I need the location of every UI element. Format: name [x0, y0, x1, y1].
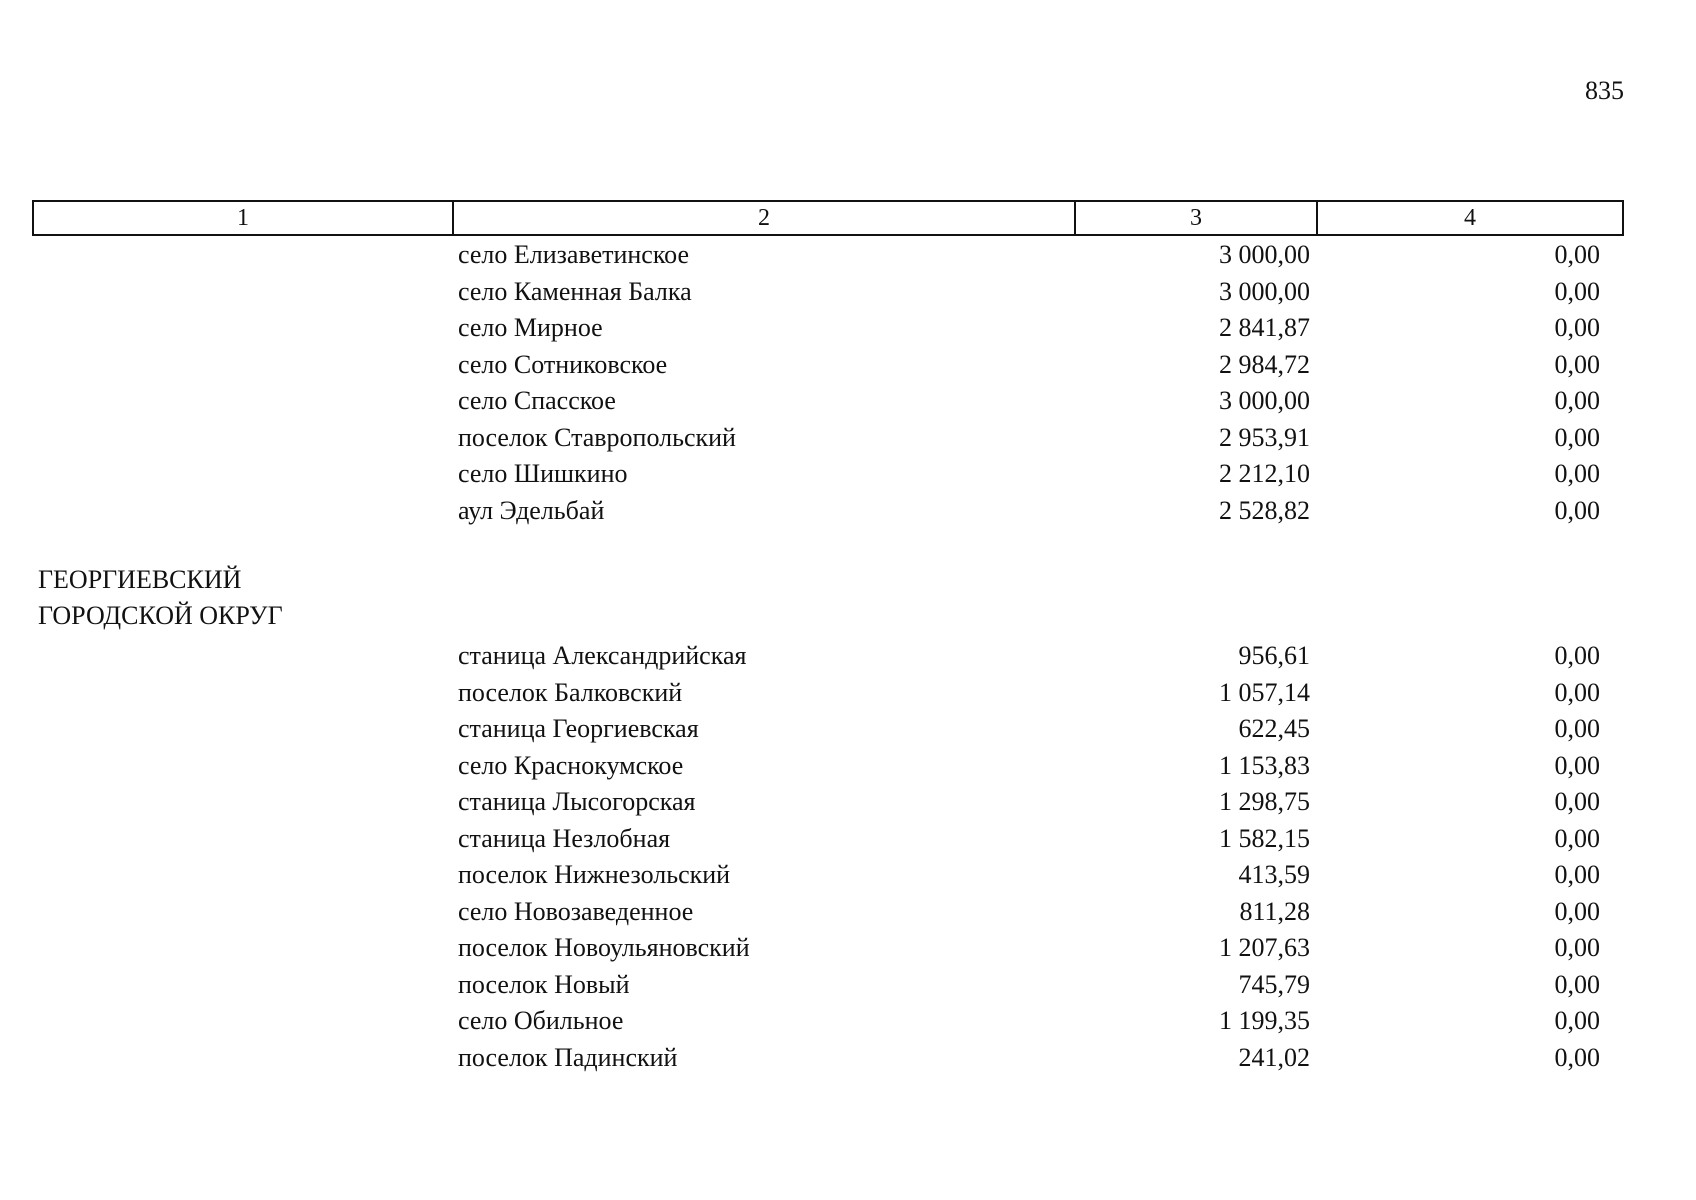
settlement-name: село Обильное: [458, 1006, 624, 1035]
district-name-line-2: ГОРОДСКОЙ ОКРУГ: [38, 601, 283, 630]
value-col-3: 2 212,10: [1219, 459, 1310, 488]
settlement-name: поселок Падинский: [458, 1042, 678, 1072]
table-header: [32, 200, 1624, 236]
value-col-3: 2 528,82: [1219, 495, 1310, 525]
value-col-4: 0,00: [1554, 714, 1600, 743]
table-row: [0, 749, 1696, 786]
table-row: [0, 348, 1696, 385]
settlement-name: село Каменная Балка: [458, 276, 692, 306]
settlement-name: село Мирное: [458, 313, 603, 342]
value-col-3: 1 199,35: [1219, 1006, 1310, 1035]
settlement-name: поселок Балковский: [458, 677, 683, 707]
value-col-4: 0,00: [1554, 276, 1600, 306]
header-col-1: 1: [34, 202, 454, 234]
table-row: [0, 639, 1696, 676]
value-col-3: 1 298,75: [1219, 787, 1310, 816]
value-col-4: 0,00: [1554, 1006, 1600, 1035]
value-col-4: 0,00: [1554, 459, 1600, 488]
value-col-4: 0,00: [1554, 933, 1600, 962]
header-col-3: 3: [1076, 202, 1318, 234]
settlement-name: станица Георгиевская: [458, 714, 699, 743]
value-col-4: 0,00: [1554, 823, 1600, 853]
value-col-4: 0,00: [1554, 969, 1600, 999]
table-row: [0, 676, 1696, 713]
settlement-name: село Сотниковское: [458, 349, 668, 379]
value-col-3: 2 984,72: [1219, 349, 1310, 379]
table-row: [0, 858, 1696, 895]
table-row: [0, 895, 1696, 932]
header-col-4: 4: [1464, 205, 1476, 231]
settlement-name: село Новозаведенное: [458, 896, 694, 926]
table-row: [0, 931, 1696, 968]
settlement-name: село Спасское: [458, 386, 616, 415]
district-group-header: [0, 530, 1696, 639]
settlement-name: село Елизаветинское: [458, 240, 690, 269]
settlement-name: поселок Новый: [458, 969, 630, 999]
value-col-3: 1 057,14: [1219, 677, 1310, 707]
value-col-4: 0,00: [1554, 240, 1600, 269]
table-body: [0, 238, 1696, 1077]
page-number: 835: [1585, 76, 1624, 105]
value-col-3: 1 153,83: [1219, 750, 1310, 780]
value-col-3: 3 000,00: [1219, 240, 1310, 269]
value-col-4: 0,00: [1554, 787, 1600, 816]
value-col-4: 0,00: [1554, 422, 1600, 452]
value-col-4: 0,00: [1554, 1042, 1600, 1072]
table-row: [0, 457, 1696, 494]
table-row: [0, 822, 1696, 859]
table-row: [0, 494, 1696, 531]
value-col-4: 0,00: [1554, 677, 1600, 707]
table-row: [0, 1041, 1696, 1078]
value-col-4: 0,00: [1554, 896, 1600, 926]
value-col-3: 745,79: [1238, 969, 1310, 999]
table-row: [0, 384, 1696, 421]
settlement-name: село Краснокумское: [458, 750, 684, 780]
value-col-3: 1 582,15: [1219, 823, 1310, 853]
settlement-name: аул Эдельбай: [458, 495, 605, 525]
value-col-3: 3 000,00: [1219, 276, 1310, 306]
settlement-name: поселок Ставропольский: [458, 422, 736, 452]
value-col-3: 2 953,91: [1219, 422, 1310, 452]
settlement-name: станица Александрийская: [458, 641, 747, 670]
settlement-name: село Шишкино: [458, 459, 628, 488]
value-col-4: 0,00: [1554, 386, 1600, 415]
value-col-3: 413,59: [1238, 860, 1310, 889]
table-row: [0, 712, 1696, 749]
value-col-4: 0,00: [1554, 641, 1600, 670]
value-col-3: 1 207,63: [1219, 933, 1310, 962]
table-row: [0, 238, 1696, 275]
value-col-3: 241,02: [1238, 1042, 1310, 1072]
table-row: [0, 968, 1696, 1005]
settlement-name: поселок Новоульяновский: [458, 933, 750, 962]
value-col-4: 0,00: [1554, 750, 1600, 780]
table-row: [0, 785, 1696, 822]
value-col-3: 2 841,87: [1219, 313, 1310, 342]
value-col-4: 0,00: [1554, 860, 1600, 889]
table-row: [0, 275, 1696, 312]
table-row: [0, 421, 1696, 458]
value-col-3: 811,28: [1239, 896, 1310, 926]
value-col-3: 622,45: [1238, 714, 1310, 743]
value-col-3: 956,61: [1238, 641, 1310, 670]
value-col-4: 0,00: [1554, 313, 1600, 342]
header-col-2: 2: [454, 202, 1076, 234]
settlement-name: станица Незлобная: [458, 823, 671, 853]
value-col-3: 3 000,00: [1219, 386, 1310, 415]
district-name-line-1: ГЕОРГИЕВСКИЙ: [38, 565, 242, 594]
value-col-4: 0,00: [1554, 349, 1600, 379]
table-row: [0, 311, 1696, 348]
settlement-name: поселок Нижнезольский: [458, 860, 731, 889]
value-col-4: 0,00: [1554, 495, 1600, 525]
settlement-name: станица Лысогорская: [458, 787, 696, 816]
table-row: [0, 1004, 1696, 1041]
